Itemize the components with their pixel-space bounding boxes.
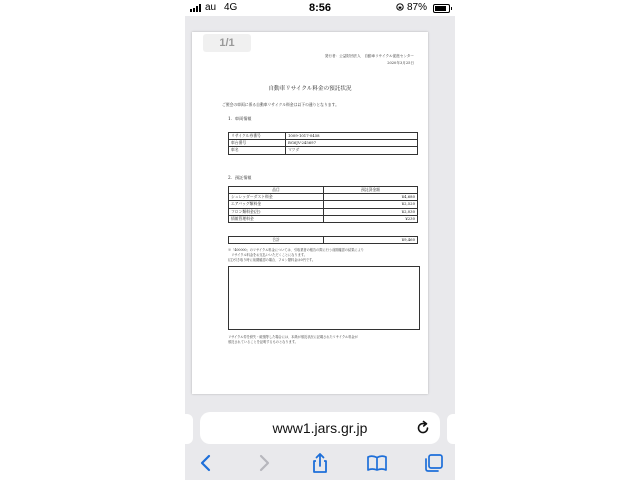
vehicle-label: 車台番号 <box>229 140 286 147</box>
vehicle-label: リサイクル券番号 <box>229 133 286 140</box>
section-vehicle-title: 1．車両情報 <box>228 116 252 121</box>
vehicle-value: 1009-1017-0458 <box>286 133 418 140</box>
status-bar <box>185 0 455 16</box>
table-header <box>229 187 418 194</box>
table-row <box>229 133 418 140</box>
note-line: (注)引き取り時に前期確認の場合、フロン類料金は0円です。 <box>228 258 316 262</box>
vehicle-value: マツダ <box>286 147 418 154</box>
battery-icon <box>433 4 450 13</box>
carrier-label: au <box>205 2 217 13</box>
previous-tab-edge[interactable] <box>185 414 193 444</box>
phone-screen <box>185 0 455 480</box>
clock: 8:56 <box>308 2 332 14</box>
deposit-item: エアバッグ類料金 <box>229 201 324 208</box>
next-tab-edge[interactable] <box>447 414 455 444</box>
deposit-amount: ¥4,680 <box>324 194 418 201</box>
document-title: 自動車リサイクル料金の預託状況 <box>268 86 352 92</box>
vehicle-label: 車名 <box>229 147 286 154</box>
intro-text: ご照会の車両に係る自動車リサイクル料金は以下の通りとなります。 <box>222 102 339 107</box>
reload-icon[interactable] <box>415 420 431 436</box>
browser-toolbar <box>185 448 455 480</box>
left-margin <box>0 0 185 480</box>
total-amount: ¥9,460 <box>324 237 418 244</box>
table-row <box>229 194 418 201</box>
vehicle-value: BG6JV-245697 <box>286 140 418 147</box>
remarks-box <box>228 266 420 330</box>
section-deposit-title: 2．預託情報 <box>228 175 252 180</box>
table-row <box>229 147 418 154</box>
right-margin <box>455 0 640 480</box>
table-row <box>229 201 418 208</box>
address-bar[interactable] <box>200 412 440 444</box>
footer-line: 預託されていることを証明するものとなります。 <box>228 340 298 344</box>
bookmarks-icon[interactable] <box>366 452 388 474</box>
note-line: ※「400000」のリサイクル料金については、引取業者の報告の際に行う前期確認の結果により <box>228 248 364 252</box>
pdf-page[interactable] <box>192 32 428 394</box>
table-row <box>229 140 418 147</box>
deposit-amount: ¥230 <box>324 215 418 222</box>
issuer: 発行者：公益財団法人 自動車リサイクル促進センター <box>324 54 414 58</box>
deposit-table <box>228 186 418 223</box>
total-label: 合計 <box>229 237 324 244</box>
tabs-icon[interactable] <box>423 452 445 474</box>
deposit-amount: ¥2,030 <box>324 208 418 215</box>
battery-fill <box>435 6 446 11</box>
header-amount: 預託済金額 <box>324 187 418 194</box>
url-text[interactable]: www1.jars.gr.jp <box>272 420 368 436</box>
deposit-item: シュレッダーダスト料金 <box>229 194 324 201</box>
table-row <box>229 208 418 215</box>
footer-line: リサイクル券を紛失・破損等した場合には、本紙が預託状況に記載されたリサイクル料金が <box>228 335 358 339</box>
battery-percent: 87% <box>407 2 428 13</box>
deposit-item: 情報管理料金 <box>229 215 324 222</box>
table-row <box>229 237 418 244</box>
network-label: 4G <box>224 2 238 13</box>
page-indicator: 1/1 <box>203 34 251 52</box>
issue-date: 2020年3月25日 <box>387 61 414 65</box>
header-item: 品目 <box>229 187 324 194</box>
deposit-amount: ¥2,520 <box>324 201 418 208</box>
back-icon[interactable] <box>195 452 217 474</box>
vehicle-table <box>228 132 418 155</box>
share-icon[interactable] <box>309 452 331 474</box>
orientation-lock-icon <box>396 3 404 11</box>
deposit-item: フロン類料金(注) <box>229 208 324 215</box>
total-table <box>228 236 418 244</box>
note-line: リサイクル料金をお支払いいただくことになります。 <box>228 253 307 257</box>
table-row <box>229 215 418 222</box>
forward-icon[interactable] <box>253 452 275 474</box>
